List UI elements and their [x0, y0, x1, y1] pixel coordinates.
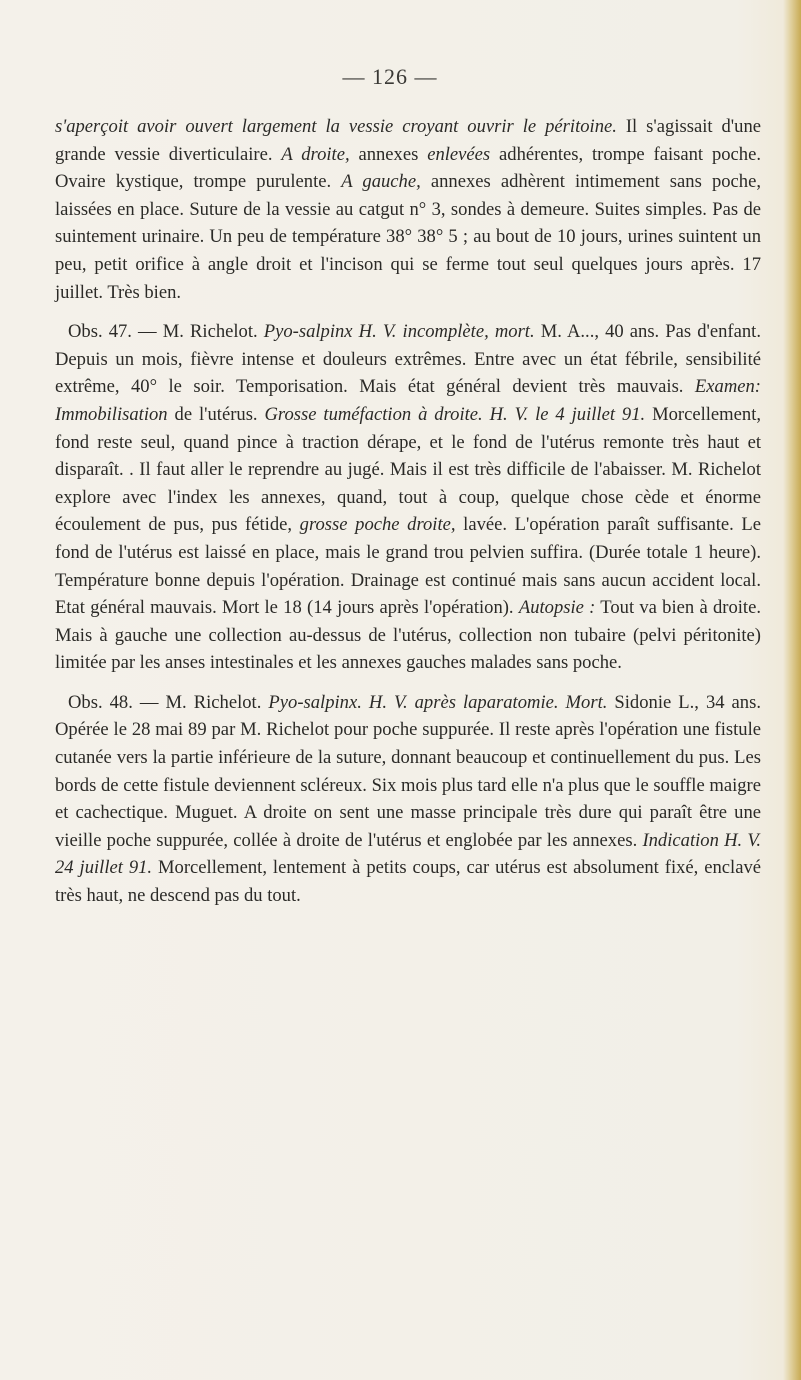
text-run: Il s'agissait d'une grande vessie diverticulaire.	[55, 116, 761, 165]
page-edge	[783, 0, 801, 1380]
italic-text: Autopsie :	[518, 597, 596, 619]
italic-text: Pyo-salpinx. H. V. après laparatomie. Mort.	[268, 691, 608, 713]
text-run: Morcellement, fond reste seul, quand pince à traction dérape, et le fond de l'utérus remonte très haut et disparaît. . Il faut aller le reprendre au jugé. Mais il est très difficile de l'abaisser. M. Richelot explore avec l'index les annexes, quand, tout à coup, quelque chose cède et énorme écoulement de pus, pus fétide,	[55, 403, 762, 536]
text-run: annexes	[349, 143, 428, 165]
paragraph	[55, 318, 761, 677]
italic-text: enlevées	[427, 143, 491, 165]
text-run: Sidonie L., 34 ans. Opérée le 28 mai 89 par M. Richelot pour poche suppurée. Il reste après l'opération une fistule cutanée vers la partie inférieure de la suture, donnant beaucoup et continuellement du pus. Les bords de cette fistule deviennent scléreux. Six mois plus tard elle n'a plus que le souffle maigre et cachectique. Muguet. A droite on sent une masse principale très dure qui paraît être une vieille poche suppurée, collée à droite de l'utérus et englobée par les annexes.	[55, 691, 761, 851]
text-run: annexes adhèrent intimement sans poche, laissées en place. Suture de la vessie au catgut n° 3, sondes à demeure. Suites simples. Pas de suintement urinaire. Un peu de température 38° 38° 5 ; au bout de 10 jours, urines suintent un peu, petit orifice à angle droit et l'incison qui se ferme tout seul quelques jours après. 17 juillet. Très bien.	[55, 171, 761, 303]
paragraph	[55, 689, 761, 910]
text-run: Obs. 48. — M. Richelot.	[68, 691, 269, 713]
body-text	[55, 113, 761, 910]
italic-text: Indication H. V. 24 juillet 91.	[55, 829, 761, 879]
italic-text: A droite,	[281, 143, 350, 165]
text-run: lavée. L'opération paraît suffisante. Le fond de l'utérus est laissé en place, mais le grand trou pelvien suffira. (Durée totale 1 heure). Température bonne depuis l'opération. Drainage est continué mais sans aucun accident local. Etat général mauvais. Mort le 18 (14 jours après l'opération).	[55, 514, 761, 619]
text-run: de l'utérus.	[167, 403, 265, 425]
text-run: Tout va bien à droite. Mais à gauche une collection au-dessus de l'utérus, collection non tubaire (pelvi péritonite) limitée par les anses intestinales et les annexes gauches malades sans poche.	[55, 597, 761, 674]
text-run: Obs. 47. — M. Richelot.	[68, 321, 264, 343]
paragraph	[55, 113, 761, 306]
italic-text: s'aperçoit avoir ouvert largement la vessie croyant ouvrir le péritoine.	[55, 116, 617, 137]
text-run: Morcellement, lentement à petits coups, car utérus est absolument fixé, enclavé très haut, ne descend pas du tout.	[55, 857, 762, 907]
text-run: M. A..., 40 ans. Pas d'enfant. Depuis un mois, fièvre intense et douleurs extrêmes. Entre avec un état fébrile, sensibilité extrême, 40° le soir. Temporisation. Mais état général devient très mauvais.	[55, 321, 761, 398]
italic-text: grosse poche droite,	[299, 514, 456, 536]
italic-text: Examen: Immobilisation	[55, 376, 761, 425]
italic-text: A gauche,	[341, 171, 421, 193]
page-number: — 126 —	[342, 64, 438, 89]
italic-text: Grosse tuméfaction à droite. H. V. le 4 juillet 91.	[264, 403, 646, 425]
italic-text: Pyo-salpinx H. V. incomplète, mort.	[263, 321, 535, 343]
text-run: adhérentes, trompe faisant poche. Ovaire kystique, trompe purulente.	[55, 143, 761, 193]
